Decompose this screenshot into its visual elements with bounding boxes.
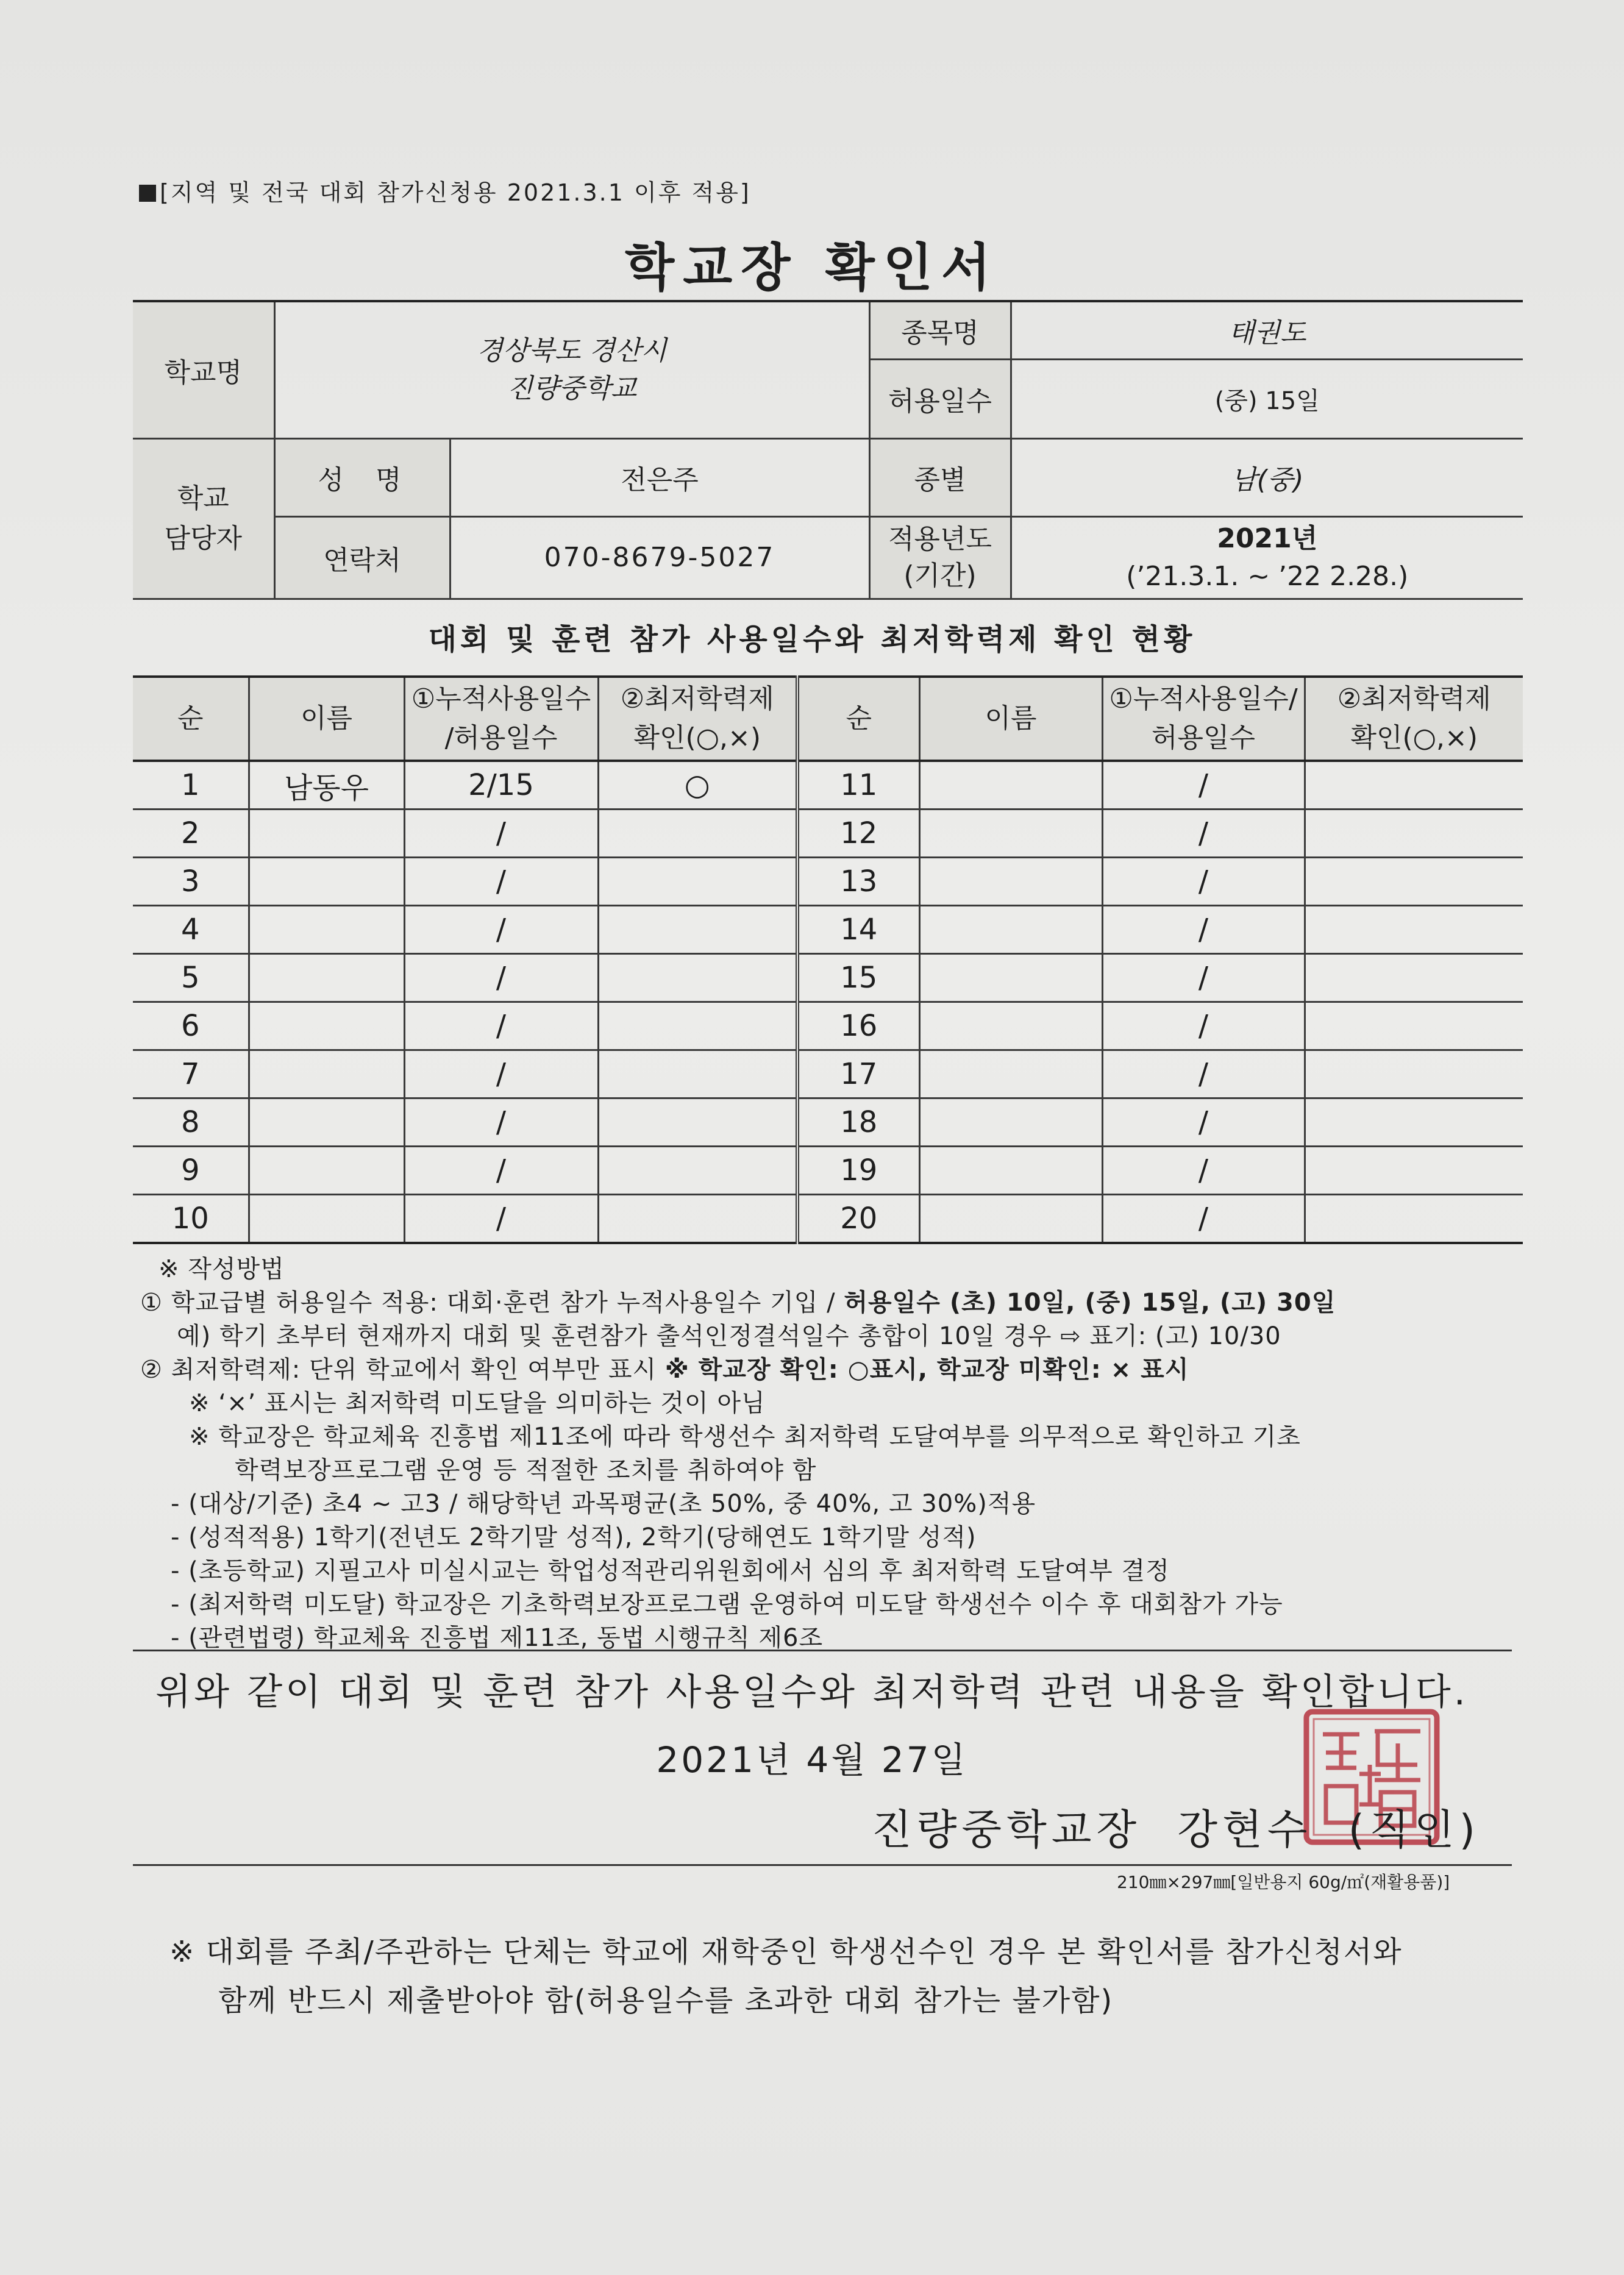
left-days-cell: /	[404, 1195, 598, 1244]
right-name-cell	[919, 761, 1102, 810]
left-name-cell	[249, 1098, 404, 1147]
right-name-cell	[919, 1195, 1102, 1244]
left-no-cell: 6	[133, 1002, 249, 1050]
period-label: 적용년도 (기간)	[869, 516, 1011, 599]
person-name-label: 성 명	[274, 438, 450, 516]
table-row	[133, 858, 1523, 906]
allowed-days-value: (중) 15일	[1011, 359, 1523, 438]
right-days-cell: /	[1102, 1050, 1305, 1098]
table-row	[133, 1002, 1523, 1050]
left-days-cell: /	[404, 810, 598, 858]
table-header-row	[133, 677, 1523, 761]
right-name-cell	[919, 954, 1102, 1002]
period-value: 2021년 (’21.3.1. ~ ’22 2.28.)	[1011, 516, 1523, 599]
right-name-cell	[919, 1050, 1102, 1098]
note-detail: - (대상/기준) 초4 ~ 고3 / 해당학년 과목평균(초 50%, 중 40%, 고 30%)적용	[171, 1490, 1036, 1518]
col-name-header: 이름	[249, 677, 404, 761]
right-no-cell: 16	[797, 1002, 919, 1050]
right-check-cell	[1305, 1050, 1523, 1098]
note-detail: - (관련법령) 학교체육 진흥법 제11조, 동법 시행규칙 제6조	[171, 1624, 824, 1652]
right-check-cell	[1305, 906, 1523, 954]
right-no-cell: 19	[797, 1147, 919, 1195]
left-days-cell: /	[404, 1098, 598, 1147]
right-name-cell	[919, 858, 1102, 906]
right-check-cell	[1305, 858, 1523, 906]
left-check-cell	[598, 1098, 797, 1147]
left-no-cell: 5	[133, 954, 249, 1002]
divider	[133, 1650, 1512, 1651]
right-days-cell: /	[1102, 1147, 1305, 1195]
left-check-cell	[598, 906, 797, 954]
note-item: ② 최저학력제: 단위 학교에서 확인 여부만 표시 ※ 학교장 확인: ○표시, 학교장 미확인: × 표시	[140, 1356, 1189, 1384]
left-name-cell	[249, 954, 404, 1002]
left-no-cell: 10	[133, 1195, 249, 1244]
col-days-header-right: ①누적사용일수/ 허용일수	[1102, 677, 1305, 761]
left-days-cell: /	[404, 1002, 598, 1050]
left-days-cell: /	[404, 858, 598, 906]
right-days-cell: /	[1102, 906, 1305, 954]
left-check-cell	[598, 858, 797, 906]
left-name-cell	[249, 1147, 404, 1195]
left-days-cell: /	[404, 1147, 598, 1195]
person-name-value: 전은주	[450, 438, 869, 516]
col-name-header-right: 이름	[919, 677, 1102, 761]
right-days-cell: /	[1102, 858, 1305, 906]
right-no-cell: 11	[797, 761, 919, 810]
left-no-cell: 9	[133, 1147, 249, 1195]
col-no-header: 순	[133, 677, 249, 761]
table-row	[133, 906, 1523, 954]
principal-signature: 진량중학교장 강현수 (직인)	[872, 1806, 1481, 1854]
event-value: 태권도	[1011, 301, 1523, 359]
table-row	[133, 1050, 1523, 1098]
right-check-cell	[1305, 1002, 1523, 1050]
col-check-header: ②최저학력제 확인(○,×)	[598, 677, 797, 761]
table-row	[133, 810, 1523, 858]
left-name-cell	[249, 858, 404, 906]
left-name-cell	[249, 1050, 404, 1098]
right-days-cell: /	[1102, 1195, 1305, 1244]
right-check-cell	[1305, 1195, 1523, 1244]
right-no-cell: 20	[797, 1195, 919, 1244]
allowed-days-label: 허용일수	[869, 359, 1011, 438]
right-no-cell: 13	[797, 858, 919, 906]
left-no-cell: 1	[133, 761, 249, 810]
school-name-label: 학교명	[133, 301, 274, 438]
section-title: 대회 및 훈련 참가 사용일수와 최저학력제 확인 현황	[428, 622, 1196, 657]
note-detail: - (최저학력 미도달) 학교장은 기초학력보장프로그램 운영하여 미도달 학생선수 이수 후 대회참가 가능	[171, 1590, 1283, 1618]
left-check-cell	[598, 954, 797, 1002]
table-row	[133, 1195, 1523, 1244]
left-no-cell: 7	[133, 1050, 249, 1098]
right-check-cell	[1305, 810, 1523, 858]
right-no-cell: 12	[797, 810, 919, 858]
left-days-cell: /	[404, 906, 598, 954]
left-check-cell: ○	[598, 761, 797, 810]
col-days-header: ①누적사용일수 /허용일수	[404, 677, 598, 761]
note-item: ① 학교급별 허용일수 적용: 대회·훈련 참가 누적사용일수 기입 / 허용일수 (초) 10일, (중) 15일, (고) 30일	[140, 1289, 1336, 1317]
left-no-cell: 3	[133, 858, 249, 906]
left-days-cell: 2/15	[404, 761, 598, 810]
right-no-cell: 17	[797, 1050, 919, 1098]
right-check-cell	[1305, 954, 1523, 1002]
note-item: 예) 학기 초부터 현재까지 대회 및 훈련참가 출석인정결석일수 총합이 10일 경우 ⇨ 표기: (고) 10/30	[177, 1322, 1281, 1350]
paper-spec: 210㎜×297㎜[일반용지 60g/㎡(재활용품)]	[1117, 1872, 1450, 1892]
left-days-cell: /	[404, 954, 598, 1002]
note-item: ※ ‘×’ 표시는 최저학력 미도달을 의미하는 것이 아님	[189, 1389, 766, 1417]
right-name-cell	[919, 1098, 1102, 1147]
table-row	[133, 1147, 1523, 1195]
left-check-cell	[598, 1050, 797, 1098]
right-check-cell	[1305, 1147, 1523, 1195]
manager-label: 학교 담당자	[133, 438, 274, 599]
right-no-cell: 14	[797, 906, 919, 954]
issue-date: 2021년 4월 27일	[656, 1739, 968, 1781]
left-check-cell	[598, 1147, 797, 1195]
left-name-cell	[249, 1195, 404, 1244]
left-name-cell	[249, 906, 404, 954]
left-name-cell: 남동우	[249, 761, 404, 810]
left-check-cell	[598, 1002, 797, 1050]
note-detail: - (초등학교) 지필고사 미실시교는 학업성적관리위원회에서 심의 후 최저학력 도달여부 결정	[171, 1557, 1170, 1585]
table-row	[133, 1098, 1523, 1147]
divider	[133, 1864, 1512, 1866]
table-row	[133, 954, 1523, 1002]
left-no-cell: 4	[133, 906, 249, 954]
right-no-cell: 18	[797, 1098, 919, 1147]
right-days-cell: /	[1102, 810, 1305, 858]
right-days-cell: /	[1102, 954, 1305, 1002]
col-no-header-right: 순	[797, 677, 919, 761]
right-days-cell: /	[1102, 1002, 1305, 1050]
square-bullet-icon	[139, 185, 156, 202]
confirmation-statement: 위와 같이 대회 및 훈련 참가 사용일수와 최저학력 관련 내용을 확인합니다.	[155, 1671, 1469, 1714]
right-days-cell: /	[1102, 761, 1305, 810]
table-row	[133, 761, 1523, 810]
contact-label: 연락처	[274, 516, 450, 599]
note-detail: - (성적적용) 1학기(전년도 2학기말 성적), 2학기(당해연도 1학기말 성적)	[171, 1523, 977, 1551]
left-name-cell	[249, 1002, 404, 1050]
right-no-cell: 15	[797, 954, 919, 1002]
col-check-header-right: ②최저학력제 확인(○,×)	[1305, 677, 1523, 761]
footer-notice: ※ 대회를 주최/주관하는 단체는 학교에 재학중인 학생선수인 경우 본 확인서를 참가신청서와 함께 반드시 제출받아야 함(허용일수를 초과한 대회 참가는 불가함)	[169, 1935, 1403, 2018]
left-check-cell	[598, 1195, 797, 1244]
right-name-cell	[919, 1147, 1102, 1195]
note-item: ※ 학교장은 학교체육 진흥법 제11조에 따라 학생선수 최저학력 도달여부를 의무적으로 확인하고 기초	[189, 1423, 1301, 1451]
left-no-cell: 2	[133, 810, 249, 858]
usage-table	[133, 675, 1523, 1244]
contact-value: 070-8679-5027	[450, 516, 869, 599]
right-name-cell	[919, 906, 1102, 954]
event-label: 종목명	[869, 301, 1011, 359]
right-check-cell	[1305, 1098, 1523, 1147]
category-value: 남(중)	[1011, 438, 1523, 516]
form-usage-note: [지역 및 전국 대회 참가신청용 2021.3.1 이후 적용]	[139, 174, 751, 207]
right-name-cell	[919, 810, 1102, 858]
school-info-table	[133, 300, 1523, 600]
right-days-cell: /	[1102, 1098, 1305, 1147]
note-item: 학력보장프로그램 운영 등 적절한 조치를 취하여야 함	[235, 1456, 817, 1484]
right-name-cell	[919, 1002, 1102, 1050]
category-label: 종별	[869, 438, 1011, 516]
document-title: 학교장 확인서	[624, 238, 1000, 297]
left-check-cell	[598, 810, 797, 858]
notes-heading: ※ 작성방법	[158, 1255, 285, 1283]
table-body	[133, 761, 1523, 1243]
writing-instructions	[140, 1253, 1518, 1655]
school-name-value: 경상북도 경산시 진량중학교	[274, 301, 869, 438]
left-name-cell	[249, 810, 404, 858]
right-check-cell	[1305, 761, 1523, 810]
left-no-cell: 8	[133, 1098, 249, 1147]
left-days-cell: /	[404, 1050, 598, 1098]
